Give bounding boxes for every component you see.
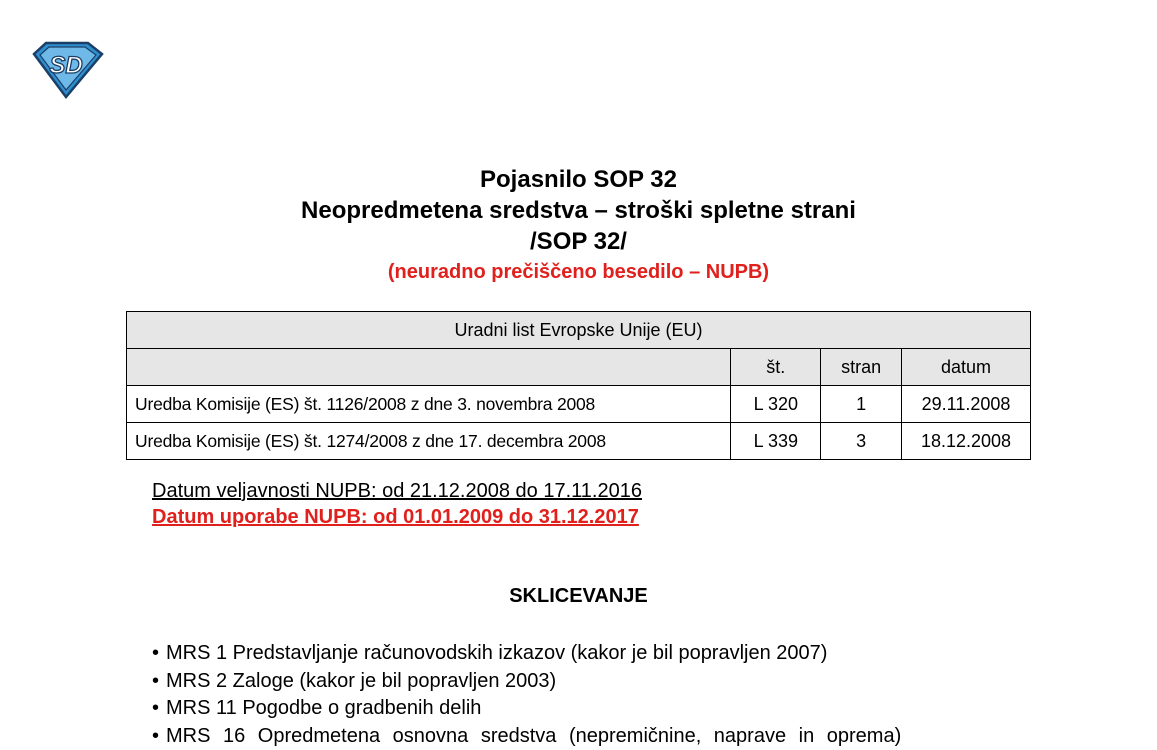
row-stran: 1: [821, 386, 902, 423]
row-stran: 3: [821, 423, 902, 460]
list-item-text: MRS 16 Opredmetena osnovna sredstva (nepremičnine, naprave in oprema): [166, 725, 901, 747]
reference-list: [152, 640, 901, 750]
table-caption: Uradni list Evropske Unije (EU): [127, 312, 1031, 349]
usage-date: Datum uporabe NUPB: od 01.01.2009 do 31.12.2017: [152, 505, 639, 529]
row-datum: 18.12.2008: [902, 423, 1031, 460]
header-st: št.: [731, 349, 821, 386]
sd-diamond-logo-icon: [30, 40, 104, 100]
row-desc: Uredba Komisije (ES) št. 1126/2008 z dne 3. novembra 2008: [127, 386, 731, 423]
bullet-icon: •: [152, 723, 166, 750]
title-subtitle: (neuradno prečiščeno besedilo – NUPB): [0, 259, 1157, 285]
eu-journal-table: [126, 311, 1031, 460]
bullet-icon: •: [152, 640, 166, 668]
table-row: [127, 423, 1031, 460]
header-datum: datum: [902, 349, 1031, 386]
table-row: [127, 386, 1031, 423]
bullet-icon: •: [152, 668, 166, 696]
table-caption-row: [127, 312, 1031, 349]
list-item: [152, 695, 901, 723]
list-item: [152, 668, 901, 696]
row-st: L 339: [731, 423, 821, 460]
list-item-text: MRS 2 Zaloge (kakor je bil popravljen 2003): [166, 670, 556, 692]
logo-text: SD: [49, 52, 82, 79]
title-line-1: Pojasnilo SOP 32: [0, 165, 1157, 195]
row-desc: Uredba Komisije (ES) št. 1274/2008 z dne 17. decembra 2008: [127, 423, 731, 460]
list-item-text: MRS 11 Pogodbe o gradbenih delih: [166, 697, 481, 719]
row-datum: 29.11.2008: [902, 386, 1031, 423]
list-item: [152, 640, 901, 668]
sd-logo: [30, 40, 104, 100]
bullet-icon: •: [152, 695, 166, 723]
table-header-row: [127, 349, 1031, 386]
title-line-2: Neopredmetena sredstva – stroški spletne strani: [0, 196, 1157, 226]
header-desc: [127, 349, 731, 386]
title-line-3: /SOP 32/: [0, 227, 1157, 257]
row-st: L 320: [731, 386, 821, 423]
list-item: [152, 723, 901, 750]
header-stran: stran: [821, 349, 902, 386]
validity-date: Datum veljavnosti NUPB: od 21.12.2008 do 17.11.2016: [152, 479, 642, 503]
list-item-text: MRS 1 Predstavljanje računovodskih izkazov (kakor je bil popravljen 2007): [166, 642, 827, 664]
section-heading: SKLICEVANJE: [0, 584, 1157, 608]
